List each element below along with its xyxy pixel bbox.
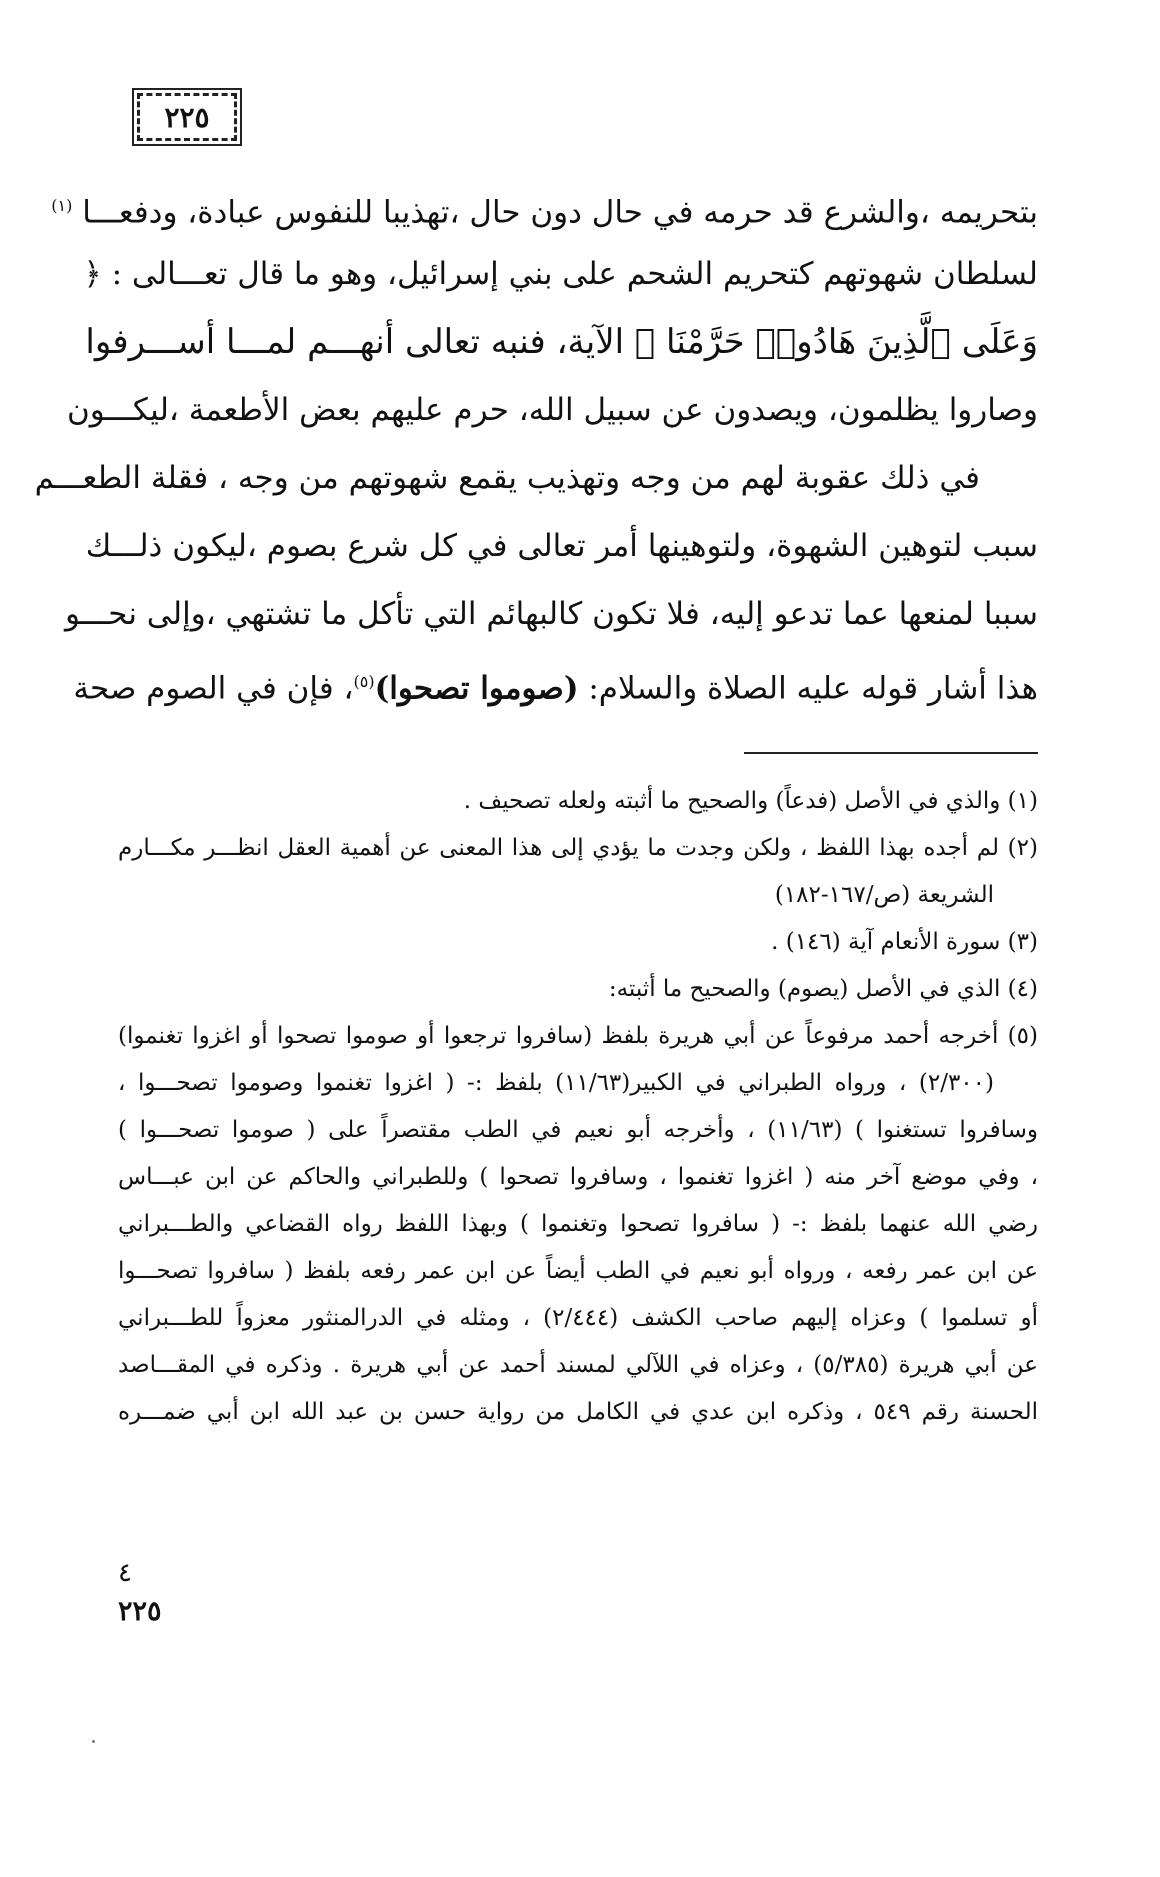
header-page-number [137,93,237,141]
footnote-1: (١) والذي في الأصل (فدعاً) والصحيح ما أثبته ولعله تصحيف . [463,788,1038,814]
scan-speck [92,1740,95,1743]
body-line-7: سببا لمنعها عما تدعو إليه، فلا تكون كالبهائم التي تأكل ما تشتهي ،وإلى نحـــو [65,596,1038,632]
footnote-marker-5[interactable]: (٥) [353,672,375,691]
footnote-3: (٣) سورة الأنعام آية (١٤٦) . [771,929,1038,955]
footnote-5-line-9: الحسنة رقم ٥٤٩ ، وذكره ابن عدي في الكامل من رواية حسن بن عبد الله ابن أبي ضمـــره [118,1399,1038,1425]
catchword: ٤ [118,1558,132,1588]
footnote-5-line-8: عن أبي هريرة (٥/٣٨٥) ، وعزاه في اللآلي لمسند أحمد عن أبي هريرة . وذكره في المقـــاصد [118,1352,1038,1378]
body-line-1: بتحريمه ،والشرع قد حرمه في حال دون حال ،تهذيبا للنفوس عبادة، ودفعـــا $^{(١)}$ [51,194,1038,231]
footnote-5-line-4: ، وفي موضع آخر منه ( اغزوا تغنموا ، وسافروا تصحوا ) وللطبراني والحاكم عن ابن عبـــاس [118,1164,1038,1190]
footnote-5-line-6: عن ابن عمر رفعه ، ورواه أبو نعيم في الطب أيضاً عن ابن عمر رفعه بلفظ ( سافروا تصحـــوا [118,1258,1038,1284]
main-body-text [34,172,1038,716]
footnote-5-line-5: رضي الله عنهما بلفظ :- ( سافروا تصحوا وتغنموا ) وبهذا اللفظ رواه القضاعي والطـــبراني [118,1211,1038,1237]
footnotes-section [118,778,1038,1436]
footnote-5-line-7: أو تسلموا ) وعزاه إليهم صاحب الكشف (٢/٤٤٤) ، ومثله في الدرالمنثور معزواً للطـــبراني [118,1305,1038,1331]
footnote-2-cont: الشريعة (ص/١٦٧-١٨٢) [774,882,994,908]
footnote-5-line-3: وسافروا تستغنوا ) (١١/٦٣) ، وأخرجه أبو نعيم في الطب مقتصراً على ( صوموا تصحـــوا ) [118,1117,1038,1143]
body-line-8: هذا أشار قوله عليه الصلاة والسلام: (صوموا تصحوا)$^{(٥)}$، فإن في الصوم صحة [73,670,1038,707]
body-line-5: في ذلك عقوبة لهم من وجه وتهذيب يقمع شهوتهم من وجه ، فقلة الطعـــم [34,460,980,496]
footnote-marker-1[interactable]: (١) [51,196,73,215]
footnote-5-line-2: (٢/٣٠٠) ، ورواه الطبراني في الكبير(١١/٦٣) بلفظ :- ( اغزوا تغنموا وصوموا تصحـــوا ، [118,1070,994,1096]
body-line-4: وصاروا يظلمون، ويصدون عن سبيل الله، حرم عليهم بعض الأطعمة ،ليكـــون [66,392,1038,428]
body-line-3-quran: وَعَلَى ٱلَّذِينَ هَادُوا۟ حَرَّمْنَا ﴾ الآية، فنبه تعالى أنهـــم لمـــا أســـرفوا [85,322,1038,362]
header-page-number-text: ٢٢٥ [164,100,210,134]
footer-page-number: ٢٢٥ [118,1596,162,1627]
footnote-divider [744,752,1038,754]
hadith-quote: (صوموا تصحوا) [374,670,579,707]
footnote-5: (٥) أخرجه أحمد مرفوعاً عن أبي هريرة بلفظ (سافروا ترجعوا أو صوموا تصحوا أو اغزوا تغنموا) [118,1023,1038,1049]
body-line-6: سبب لتوهين الشهوة، ولتوهينها أمر تعالى في كل شرع بصوم ،ليكون ذلـــك [85,528,1038,564]
footnote-2: (٢) لم أجده بهذا اللفظ ، ولكن وجدت ما يؤدي إلى هذا المعنى عن أهمية العقل انظـــر مكـــارم [118,835,1038,861]
body-line-2: لسلطان شهوتهم كتحريم الشحم على بني إسرائيل، وهو ما قال تعـــالى : ﴿ [83,256,1038,292]
footnote-4: (٤) الذي في الأصل (يصوم) والصحيح ما أثبته: [608,976,1038,1002]
